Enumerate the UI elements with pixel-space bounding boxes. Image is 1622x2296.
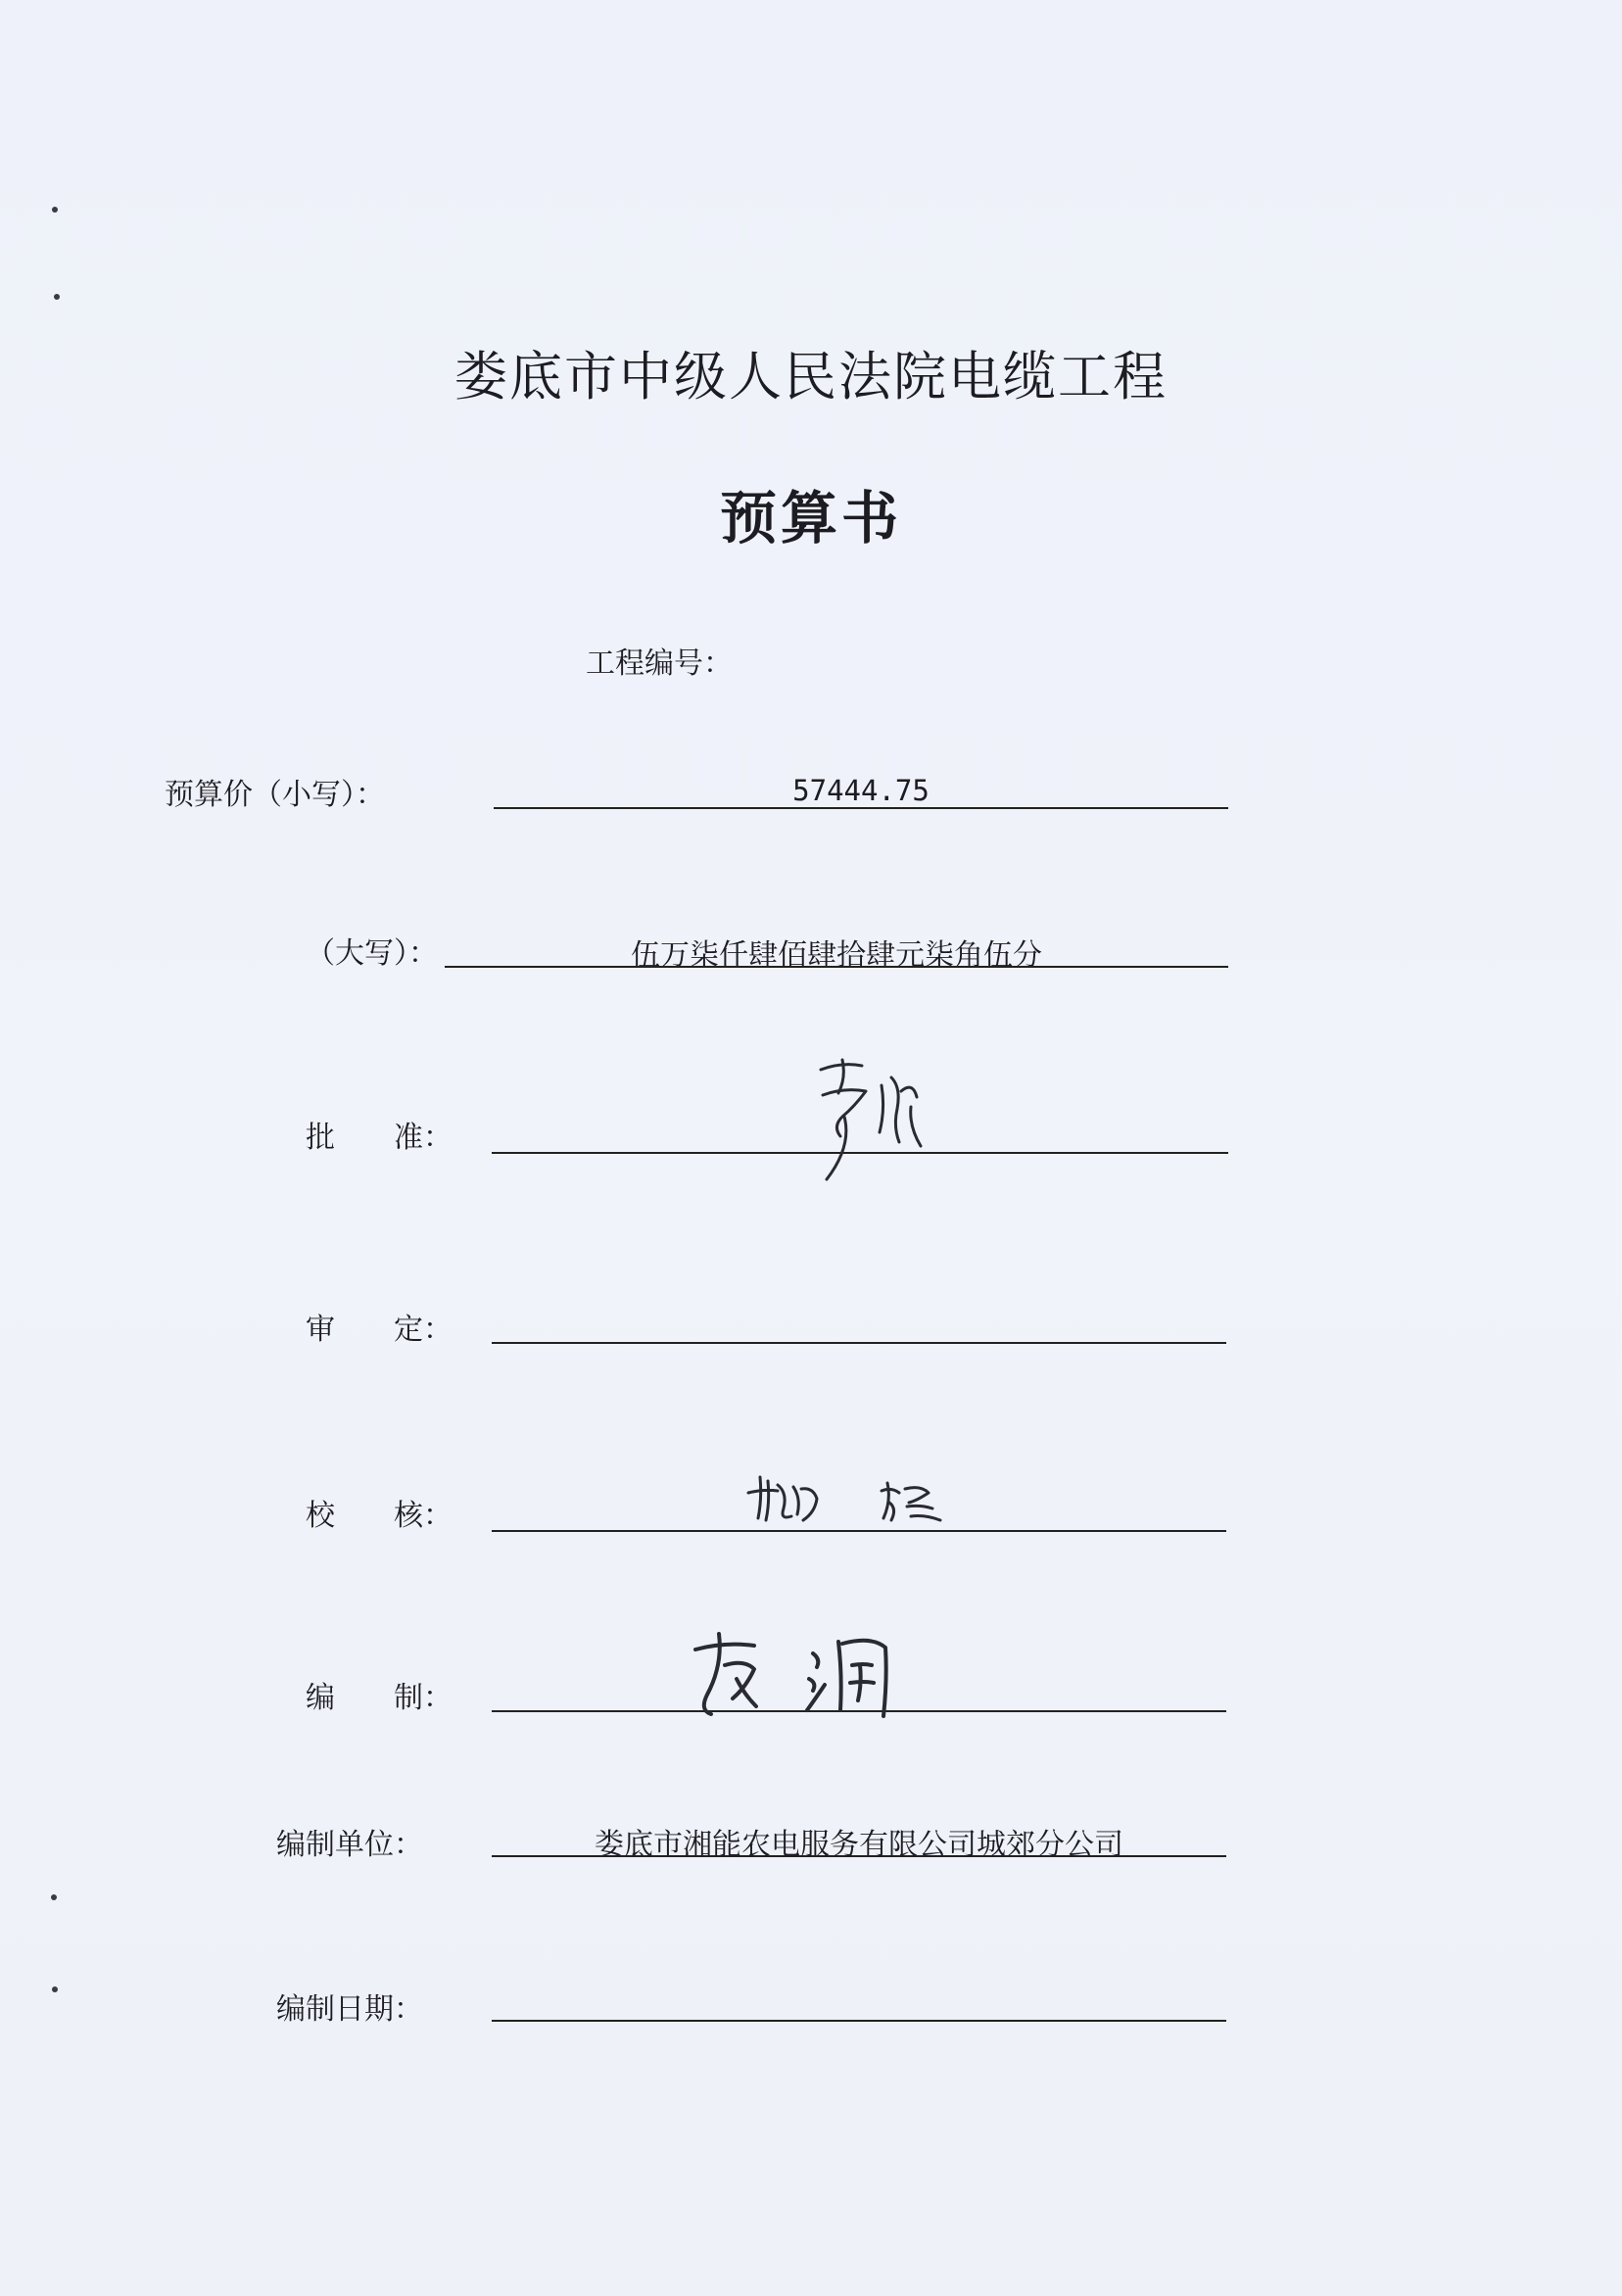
price-small-underline (494, 807, 1228, 809)
price-small-label: 预算价（小写）： (165, 778, 385, 812)
binder-mark (52, 207, 58, 213)
unit-value: 娄底市湘能农电服务有限公司城郊分公司 (595, 1828, 1123, 1862)
price-big-label: （大写）： (306, 936, 438, 971)
compile-label: 编 制： (306, 1681, 453, 1715)
date-label: 编制日期： (276, 1992, 423, 2027)
verify-label: 审 定： (306, 1313, 453, 1347)
document-subtitle: 预算书 (719, 485, 902, 551)
binder-mark (52, 1986, 58, 1992)
check-signature (744, 1469, 950, 1538)
price-big-value: 伍万柒仟肆佰肆拾肆元柒角伍分 (631, 938, 1042, 973)
price-big-underline (445, 966, 1228, 968)
unit-underline (492, 1855, 1226, 1857)
binder-mark (51, 1894, 57, 1900)
unit-label: 编制单位： (276, 1828, 423, 1862)
date-underline (492, 2020, 1226, 2022)
verify-underline (492, 1342, 1226, 1344)
binder-mark (54, 294, 60, 300)
compile-signature (686, 1626, 911, 1724)
price-small-value: 57444.75 (792, 774, 930, 807)
approve-signature (784, 1048, 950, 1185)
document-title: 娄底市中级人民法院电缆工程 (454, 346, 1168, 407)
approve-label: 批 准： (306, 1121, 453, 1155)
check-label: 校 核： (306, 1499, 453, 1533)
project-number-label: 工程编号： (586, 646, 733, 681)
